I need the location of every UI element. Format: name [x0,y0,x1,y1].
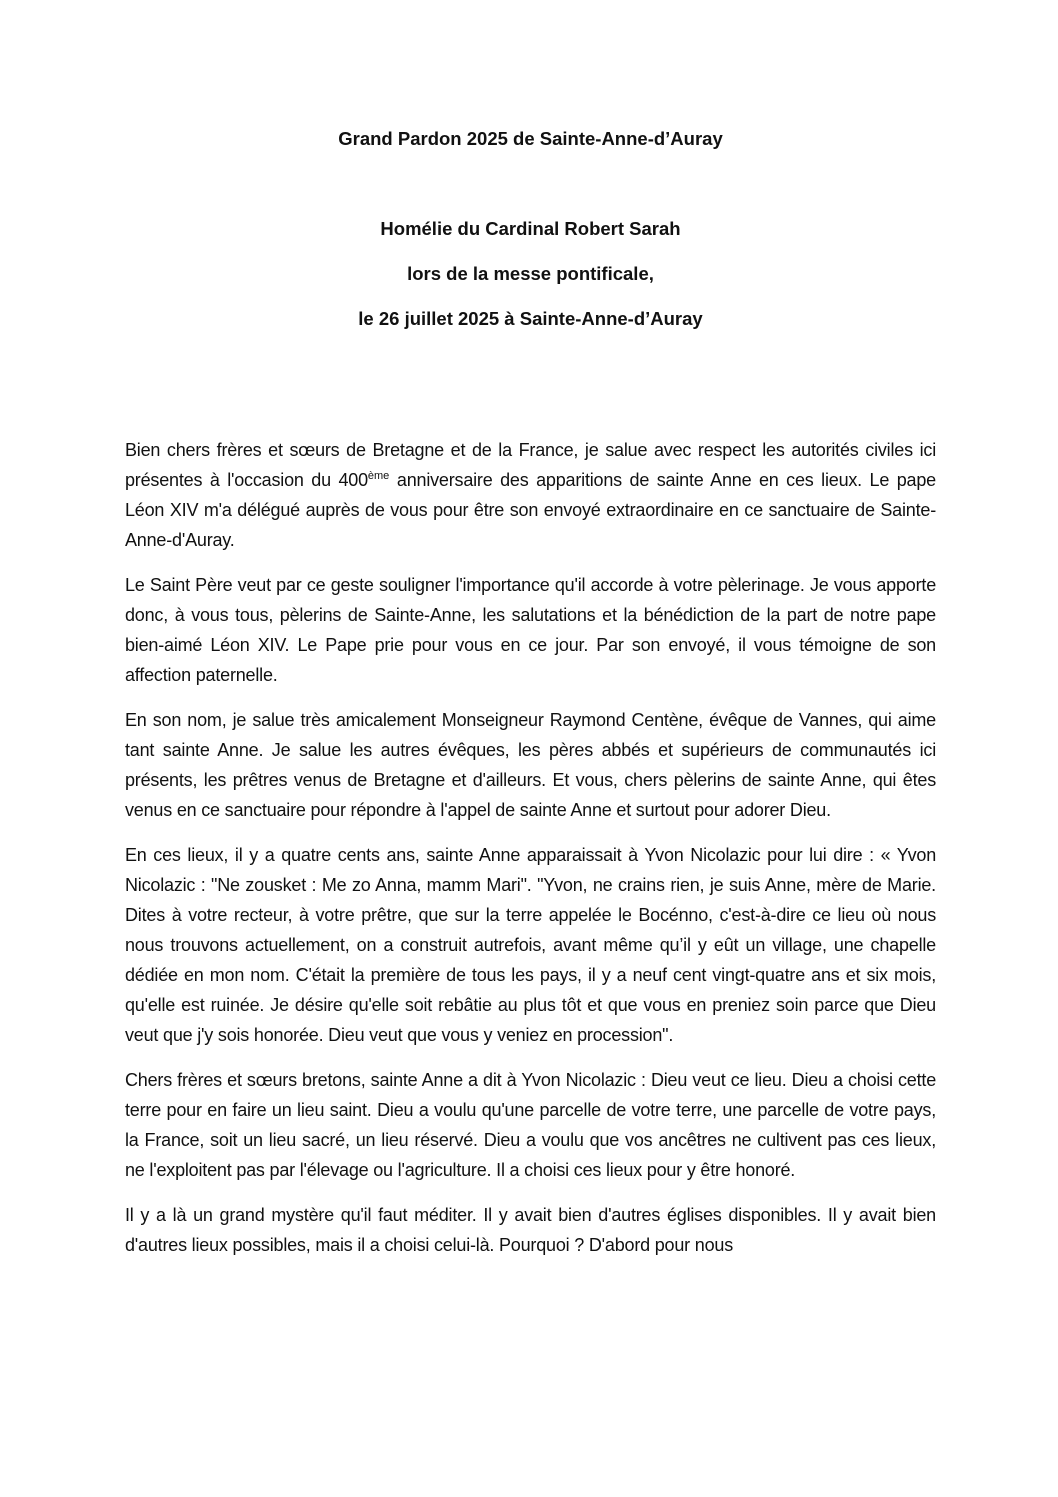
paragraph-greeting-text-after: anniversaire des apparitions de sainte Anne en ces lieux. Le pape Léon XIV m'a délégué auprès de vous pour être son envoyé extraordinaire en ce sanctuaire de Sainte-Anne-d'Auray. [125,470,936,550]
paragraph-saint-pere: Le Saint Père veut par ce geste souligner l'importance qu'il accorde à votre pèlerinage. Je vous apporte donc, à vous tous, pèlerins de Sainte-Anne, les salutations et la bénédiction de la part de notre pape bien-aimé Léon XIV. Le Pape prie pour vous en ce jour. Par son envoyé, il vous témoigne de son affection paternelle. [125,575,936,685]
subtitle-mass: lors de la messe pontificale, [407,263,654,284]
subtitle-block [125,214,936,334]
document-body [125,435,936,1260]
paragraph-greeting [125,435,936,555]
ordinal-superscript: ème [367,470,390,482]
paragraph-dieu-veut-ce-lieu: Chers frères et sœurs bretons, sainte Anne a dit à Yvon Nicolazic : Dieu veut ce lieu. Dieu a choisi cette terre pour en faire un lieu saint. Dieu a voulu qu'une parcelle de votre terre, une parcelle de votre pays, la France, soit un lieu sacré, un lieu réservé. Dieu a voulu que vos ancêtres ne cultivent pas ces lieux, ne l'exploitent pas par l'élevage ou l'agriculture. Il a choisi ces lieux pour y être honoré. [125,1070,936,1180]
subtitle-date-place: le 26 juillet 2025 à Sainte-Anne-d’Auray [358,308,703,329]
subtitle-homily-author: Homélie du Cardinal Robert Sarah [380,218,681,239]
paragraph-salutations: En son nom, je salue très amicalement Monseigneur Raymond Centène, évêque de Vannes, qui aime tant sainte Anne. Je salue les autres évêques, les pères abbés et supérieurs de communautés ici présents, les prêtres venus de Bretagne et d'ailleurs. Et vous, chers pèlerins de sainte Anne, qui êtes venus en ce sanctuaire pour répondre à l'appel de sainte Anne et surtout pour adorer Dieu. [125,710,936,820]
paragraph-apparition: En ces lieux, il y a quatre cents ans, sainte Anne apparaissait à Yvon Nicolazic pour lui dire : « Yvon Nicolazic : "Ne zousket : Me zo Anna, mamm Mari". "Yvon, ne crains rien, je suis Anne, mère de Marie. Dites à votre recteur, à votre prêtre, que sur la terre appelée le Bocénno, c'est-à-dire ce lieu où nous nous trouvons actuellement, on a construit autrefois, avant même qu’il y eût un village, une chapelle dédiée en mon nom. C'était la première de tous les pays, il y a neuf cent vingt-quatre ans et six mois, qu'elle est ruinée. Je désire qu'elle soit rebâtie au plus tôt et que vous en preniez soin parce que Dieu veut que j'y sois honorée. Dieu veut que vous y veniez en procession". [125,845,936,1045]
document-title: Grand Pardon 2025 de Sainte-Anne-d’Auray [338,128,723,149]
paragraph-mystere: Il y a là un grand mystère qu'il faut méditer. Il y avait bien d'autres églises disponibles. Il y avait bien d'autres lieux possibles, mais il a choisi celui-là. Pourquoi ? D'abord pour nous [125,1205,936,1255]
paragraph-greeting-text-before: Bien chers frères et sœurs de Bretagne et de la France, je salue avec respect les autorités civiles ici présentes à l'occasion du 400 [125,440,936,490]
